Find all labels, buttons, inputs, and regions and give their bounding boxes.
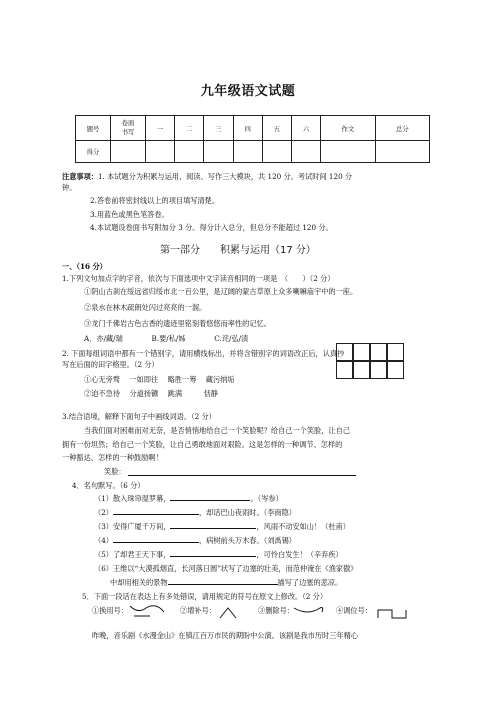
q4-line-5-suffix: ，可怜白发生！（辛弃疾） (256, 550, 343, 559)
q4-line-6b-prompt: 中却用相关的景物 (110, 578, 168, 587)
notes-line-1b: 钟。 (62, 183, 77, 192)
q4-line-6b (110, 578, 342, 587)
q4-line-2-prompt: （2） (94, 508, 113, 517)
notes-heading: 注意事项： (62, 172, 98, 181)
q3-para-2: 拥有一份坦然；给自己一个笑脸，让自己勇敢地面对艰险。这是怎样的一种调节、怎样的 (62, 440, 343, 449)
table-header-cell: 一 (146, 116, 175, 141)
table-header-cell: 作文 (321, 116, 375, 141)
q2-row-1: ①心无旁骛 一如即往 略胜一筹 藏污纳垢 (84, 375, 235, 384)
replace-mark-icon (128, 604, 168, 620)
q2-stem-2: 写在后面的田字格里。（2 分） (62, 360, 159, 369)
table-header-cell: 三 (204, 116, 233, 141)
q3-para-3: 一种豁达、怎样的一种鼓励啊！ (62, 453, 163, 462)
score-cell[interactable] (262, 141, 291, 163)
q5-mark-4: ④调位号： (336, 606, 372, 615)
table-header-cell: 四 (233, 116, 262, 141)
q5-mark-2: ②增补号： (180, 606, 216, 615)
score-cell[interactable] (111, 141, 146, 163)
q1-sentence-1: ①阴山古刹在绥远省归绥市北一百公里，是辽阔的蒙古草原上众多喇嘛庙宇中的一座。 (84, 287, 358, 296)
score-cell[interactable] (146, 141, 175, 163)
q1-stem: 1.下列文句加点字的字音，依次与下面选项中文字读音相同的一项是 （ ）（2 分） (62, 274, 335, 283)
table-header-cell: 二 (175, 116, 204, 141)
score-cell[interactable] (175, 141, 204, 163)
score-cell[interactable] (291, 141, 320, 163)
q4-line-4-suffix: ，病树前头万木春。（刘禹锡） (198, 536, 296, 545)
blank-line[interactable] (168, 584, 278, 585)
notes-line-1 (62, 172, 352, 181)
part-heading: 第一部分 积累与运用（17 分） (160, 245, 316, 256)
q4-line-1-prompt: （1）散入珠帘湿罗幕， (94, 494, 171, 503)
score-cell[interactable] (375, 141, 429, 163)
table-header-cell: 五 (262, 116, 291, 141)
q4-line-3-suffix: ，风雨不动安如山！（杜甫） (256, 522, 350, 531)
q3-answer-line[interactable] (128, 475, 356, 476)
q4-line-4-prompt: （4） (94, 536, 113, 545)
q4-line-2 (94, 508, 296, 517)
q2-stem: 2. 下面每组词语中都有一个错别字，请用横线标出，并将含错别字的词语改正后，认真抄 (62, 349, 345, 358)
score-row-label: 得分 (76, 141, 111, 163)
swap-mark-icon (376, 604, 410, 624)
notes-line-4: 4.本试题设卷面书写附加分 3 分。得分计入总分，但总分不能超过 120 分。 (90, 223, 333, 232)
q4-line-1-suffix: 。（岑参） (250, 494, 283, 503)
q4-line-4 (94, 536, 296, 545)
q5-stem: 5．下面一段话在表达上有多处错误，请用规定的符号在原文上修改。（2 分） (82, 592, 328, 601)
section-heading: 一、（16 分） (62, 262, 107, 271)
q1-sentence-3: ③龙门千佛岩古色古香的遗迹里铭刻着悠悠而率性的记忆。 (84, 319, 271, 328)
score-cell[interactable] (204, 141, 233, 163)
notes-line-3: 3.用蓝色或黑色笔答卷。 (90, 210, 169, 219)
notes-text: 1. 本试题分为积累与运用、阅读、写作三大模块，共 120 分。考试时间 120 分 (97, 172, 353, 181)
q4-line-3-prompt: （3）安得广厦千万间， (94, 522, 171, 531)
q3-para-1: 当我们面对困难而对无奈，是否悄悄地给自己一个笑脸呢？给自己一个笑脸，让自己 (84, 426, 350, 435)
q4-line-5-prompt: （5）了却君王天下事， (94, 550, 171, 559)
q3-answer-label: 笑脸： (104, 467, 126, 476)
delete-mark-icon (292, 604, 326, 618)
table-header-cell: 六 (291, 116, 320, 141)
table-header-cell: 总分 (375, 116, 429, 141)
score-table (75, 115, 430, 163)
q5-mark-3: ③删除号： (258, 606, 294, 615)
blank-line[interactable] (113, 542, 199, 543)
q4-line-5 (94, 550, 343, 559)
table-header-cell: 卷面 书写 (111, 116, 146, 141)
q3-stem: 3.结合语境，解释下面句子中画线词语。（2 分） (62, 412, 216, 421)
q1-options: A．亦/藏/瑞 B.要/私/姊 C.诧/弘/渍 (84, 334, 249, 343)
q5-passage-line: 昨晚，音乐剧《水漫金山》在镇江百万市民的期盼中公演。该剧是我市历时三年精心 (92, 631, 358, 640)
q2-row-2: ②迫不急待 分道扬镳 跳满 恬静 (84, 389, 218, 398)
blank-line[interactable] (170, 500, 250, 501)
q1-sentence-2: ②泉水在林木疏朗处闪过亮亮的一溜。 (84, 303, 207, 312)
table-header-cell: 题号 (76, 116, 111, 141)
score-cell[interactable] (321, 141, 375, 163)
blank-line[interactable] (113, 514, 199, 515)
score-cell[interactable] (233, 141, 262, 163)
notes-line-2: 2.答卷前将密封线以上的项目填写清楚。 (90, 196, 220, 205)
q4-line-3 (94, 522, 350, 531)
q4-stem: 4．名句默写。（6 分） (72, 481, 145, 490)
blank-line[interactable] (170, 556, 256, 557)
q5-mark-1: ①换用号： (92, 606, 128, 615)
q4-line-6: （6）王维以“大漠孤烟直，长河落日圆”状写了边塞的壮美，而范仲淹在《渔家傲》 (94, 564, 358, 573)
q4-line-6b-suffix: 描写了边塞的悲凉。 (277, 578, 343, 587)
q4-line-1 (94, 494, 283, 503)
insert-mark-icon (214, 604, 244, 622)
q4-line-2-suffix: ，却话巴山夜雨时。（李商隐） (198, 508, 296, 517)
blank-line[interactable] (170, 528, 256, 529)
page-title: 九年级语文试题 (200, 84, 296, 99)
